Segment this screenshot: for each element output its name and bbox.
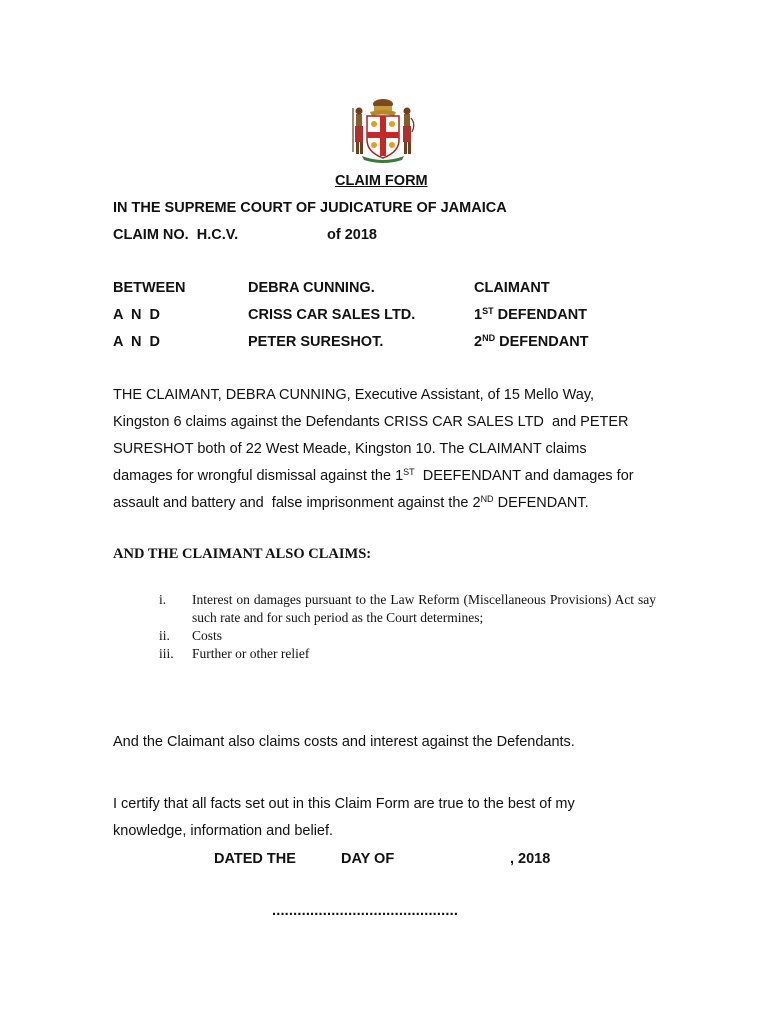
party-role bbox=[474, 307, 587, 323]
party-connector: BETWEEN bbox=[113, 280, 186, 296]
party-role bbox=[474, 334, 589, 350]
ordinal-sup: ST bbox=[403, 467, 415, 477]
ordinal-sup: ND bbox=[480, 494, 494, 504]
body-line: Kingston 6 claims against the Defendants CRISS CAR SALES LTD and PETER bbox=[113, 414, 629, 430]
dated-year: , 2018 bbox=[510, 851, 551, 867]
list-item-number: ii. bbox=[159, 628, 170, 643]
claims-list bbox=[159, 591, 656, 663]
party-role-text: CLAIMANT bbox=[474, 280, 550, 296]
party-name: DEBRA CUNNING. bbox=[248, 280, 375, 296]
page-title: CLAIM FORM bbox=[335, 173, 428, 189]
body-text: damages for wrongful dismissal against the 1 bbox=[113, 468, 404, 484]
court-name: IN THE SUPREME COURT OF JUDICATURE OF JAMAICA bbox=[113, 200, 507, 216]
dated-day-of: DAY OF bbox=[341, 851, 395, 867]
party-name: PETER SURESHOT. bbox=[248, 334, 384, 350]
party-connector: A N D bbox=[113, 334, 160, 350]
body-text: DEEFENDANT and damages for bbox=[414, 468, 634, 484]
party-role bbox=[474, 280, 550, 296]
dated-label: DATED THE bbox=[214, 851, 296, 867]
list-item bbox=[159, 627, 656, 645]
claim-body-paragraph bbox=[113, 382, 658, 517]
party-connector: A N D bbox=[113, 307, 160, 323]
party-role-sup: ST bbox=[482, 306, 494, 316]
certification-paragraph bbox=[113, 791, 658, 845]
claim-year: of 2018 bbox=[327, 227, 377, 243]
list-item-number: iii. bbox=[159, 646, 174, 661]
party-role-text: DEFENDANT bbox=[495, 334, 589, 350]
party-role-num: 2 bbox=[474, 334, 483, 350]
list-item bbox=[159, 591, 656, 627]
coat-of-arms-emblem bbox=[348, 94, 418, 164]
costs-statement: And the Claimant also claims costs and interest against the Defendants. bbox=[113, 734, 575, 750]
body-line bbox=[113, 490, 658, 517]
certify-line: I certify that all facts set out in this Claim Form are true to the best of my bbox=[113, 796, 575, 812]
body-text: assault and battery and false imprisonment against the 2 bbox=[113, 495, 481, 511]
body-line: THE CLAIMANT, DEBRA CUNNING, Executive Assistant, of 15 Mello Way, bbox=[113, 387, 595, 403]
list-item-text: Costs bbox=[192, 628, 223, 643]
signature-line: ............................................ bbox=[272, 903, 459, 919]
list-item-number: i. bbox=[159, 592, 167, 607]
body-line: SURESHOT both of 22 West Meade, Kingston 10. The CLAIMANT claims bbox=[113, 441, 587, 457]
body-line bbox=[113, 463, 658, 490]
party-role-sup: ND bbox=[482, 333, 496, 343]
party-role-num: 1 bbox=[474, 307, 483, 323]
claim-number-label: CLAIM NO. H.C.V. bbox=[113, 227, 239, 243]
party-role-text: DEFENDANT bbox=[493, 307, 588, 323]
certify-line: knowledge, information and belief. bbox=[113, 823, 334, 839]
also-claims-heading: AND THE CLAIMANT ALSO CLAIMS: bbox=[113, 546, 372, 562]
list-item bbox=[159, 645, 656, 663]
party-name: CRISS CAR SALES LTD. bbox=[248, 307, 416, 323]
list-item-text: Interest on damages pursuant to the Law Reform (Miscellaneous Provisions) Act say such rate and for such period as the Court determines; bbox=[192, 592, 656, 625]
body-text: DEFENDANT. bbox=[493, 495, 589, 511]
list-item-text: Further or other relief bbox=[192, 646, 310, 661]
